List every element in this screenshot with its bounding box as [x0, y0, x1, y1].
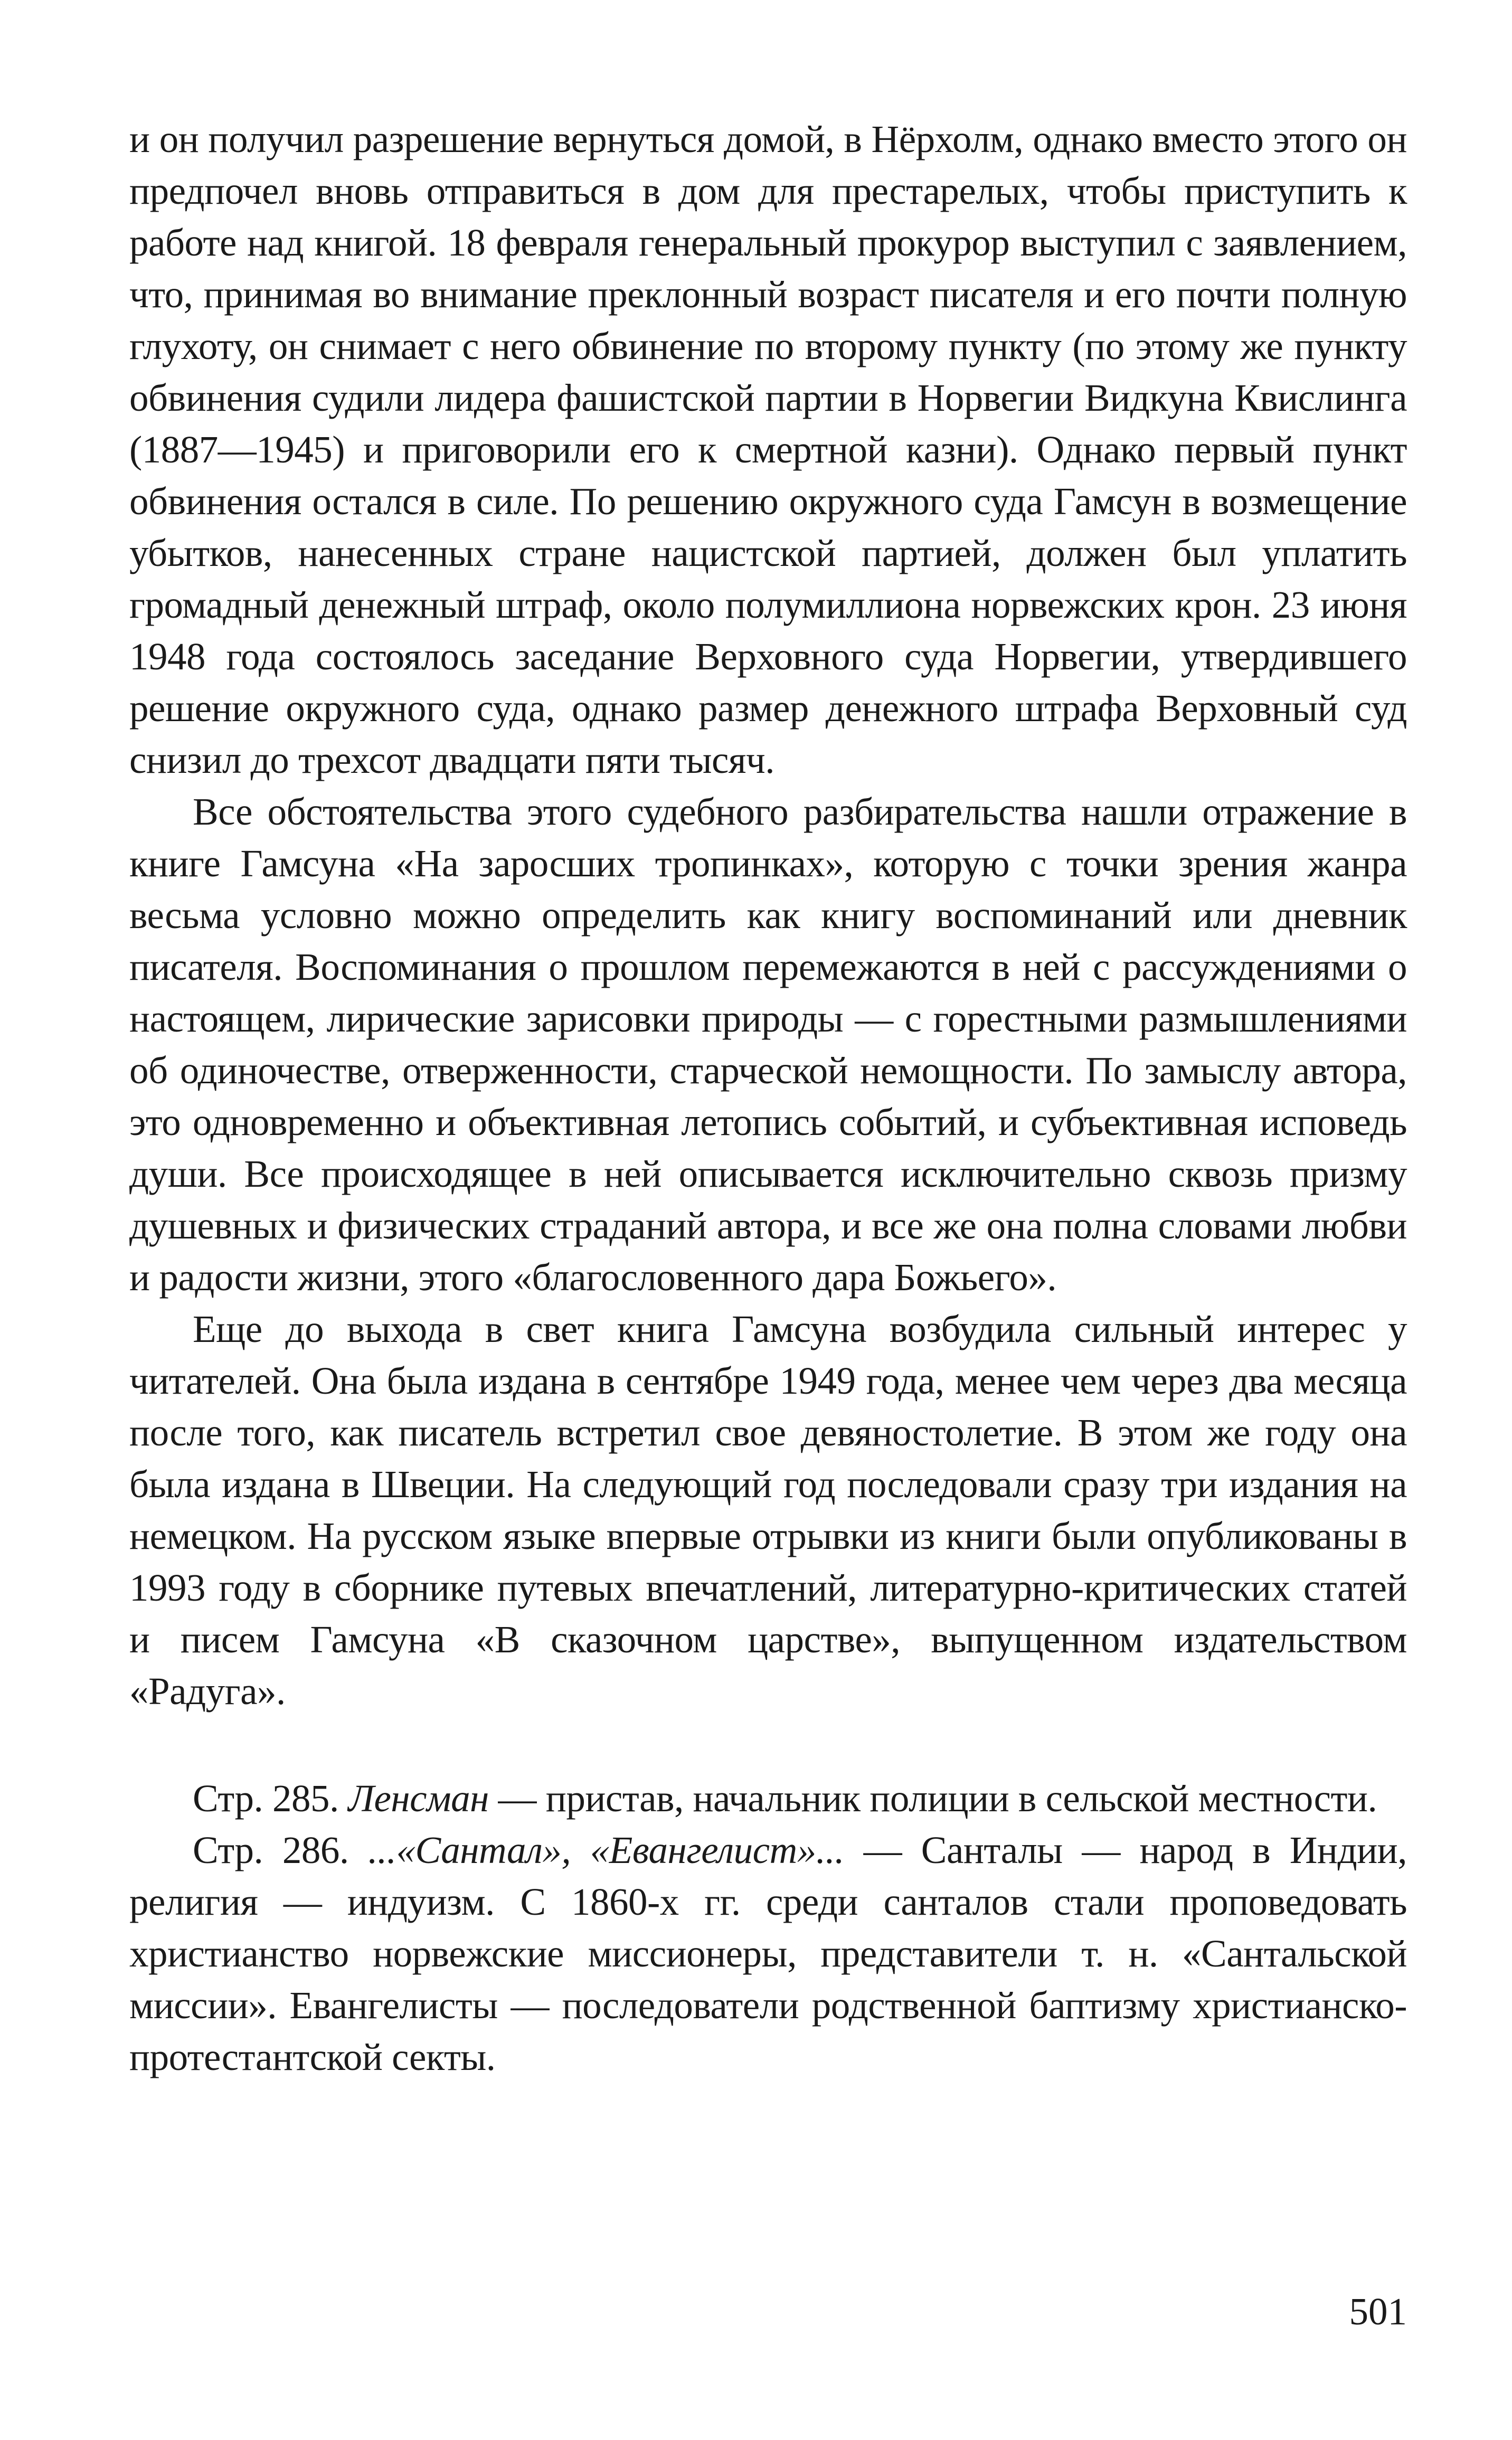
page-number: 501	[1349, 2290, 1407, 2333]
note-1-term: Ленсман	[348, 1777, 489, 1820]
note-2-term: ...«Сантал», «Евангелист»...	[368, 1829, 845, 1871]
section-gap	[129, 1717, 1407, 1773]
note-1-text: — пристав, начальник полиции в сельской местности.	[488, 1777, 1377, 1820]
paragraph-1: и он получил разрешение вернуться домой, в Нёрхолм, однако вместо этого он предпочел вновь отправиться в дом для престарелых, чтобы приступить к работе над книгой. 18 февраля генеральный прокурор выступил с заявлением, что, принимая во внимание преклонный возраст писателя и его почти полную глухоту, он снимает с него обвинение по второму пункту (по этому же пункту обвинения судили лидера фашистской партии в Норвегии Видкуна Квислинга (1887—1945) и приговорили его к смертной казни). Однако первый пункт обвинения остался в силе. По решению окружного суда Гамсун в возмещение убытков, нанесенных стране нацистской партией, должен был уплатить громадный денежный штраф, около полумиллиона норвежских крон. 23 июня 1948 года состоялось заседание Верховного суда Норвегии, утвердившего решение окружного суда, однако размер денежного штрафа Верховный суд снизил до трехсот двадцати пяти тысяч.	[129, 118, 1407, 781]
note-2	[129, 1824, 1407, 2083]
note-1-ref: Стр. 285.	[193, 1777, 339, 1820]
paragraph-2: Все обстоятельства этого судебного разбирательства нашли отражение в книге Гамсуна «На заросших тропинках», которую с точки зрения жанра весьма условно можно определить как книгу воспоминаний или дневник писателя. Воспоминания о прошлом перемежаются в ней с рассуждениями о настоящем, лирические зарисовки природы — с горестными размышлениями об одиночестве, отверженности, старческой немощности. По замыслу автора, это одновременно и объективная летопись событий, и субъективная исповедь души. Все происходящее в ней описывается исключительно сквозь призму душевных и физических страданий автора, и все же она полна словами любви и радости жизни, этого «благословенного дара Божьего».	[129, 790, 1407, 1299]
page-body	[129, 114, 1407, 2083]
note-1	[129, 1773, 1407, 1824]
note-2-ref: Стр. 286.	[193, 1829, 349, 1871]
paragraph-3: Еще до выхода в свет книга Гамсуна возбудила сильный интерес у читателей. Она была издана в сентябре 1949 года, менее чем через два месяца после того, как писатель встретил свое девяностолетие. В этом же году она была издана в Швеции. На следующий год последовали сразу три издания на немецком. На русском языке впервые отрывки из книги были опубликованы в 1993 году в сборнике путевых впечатлений, литературно-критических статей и писем Гамсуна «В сказочном царстве», выпущенном издательством «Радуга».	[129, 1308, 1407, 1713]
note-2-text: — Санталы — народ в Индии, религия — индуизм. С 1860-х гг. среди санталов стали проповедовать христианство норвежские миссионеры, представители т. н. «Сантальской миссии». Евангелисты — последователи родственной баптизму христианско-протестантской секты.	[129, 1829, 1407, 2078]
